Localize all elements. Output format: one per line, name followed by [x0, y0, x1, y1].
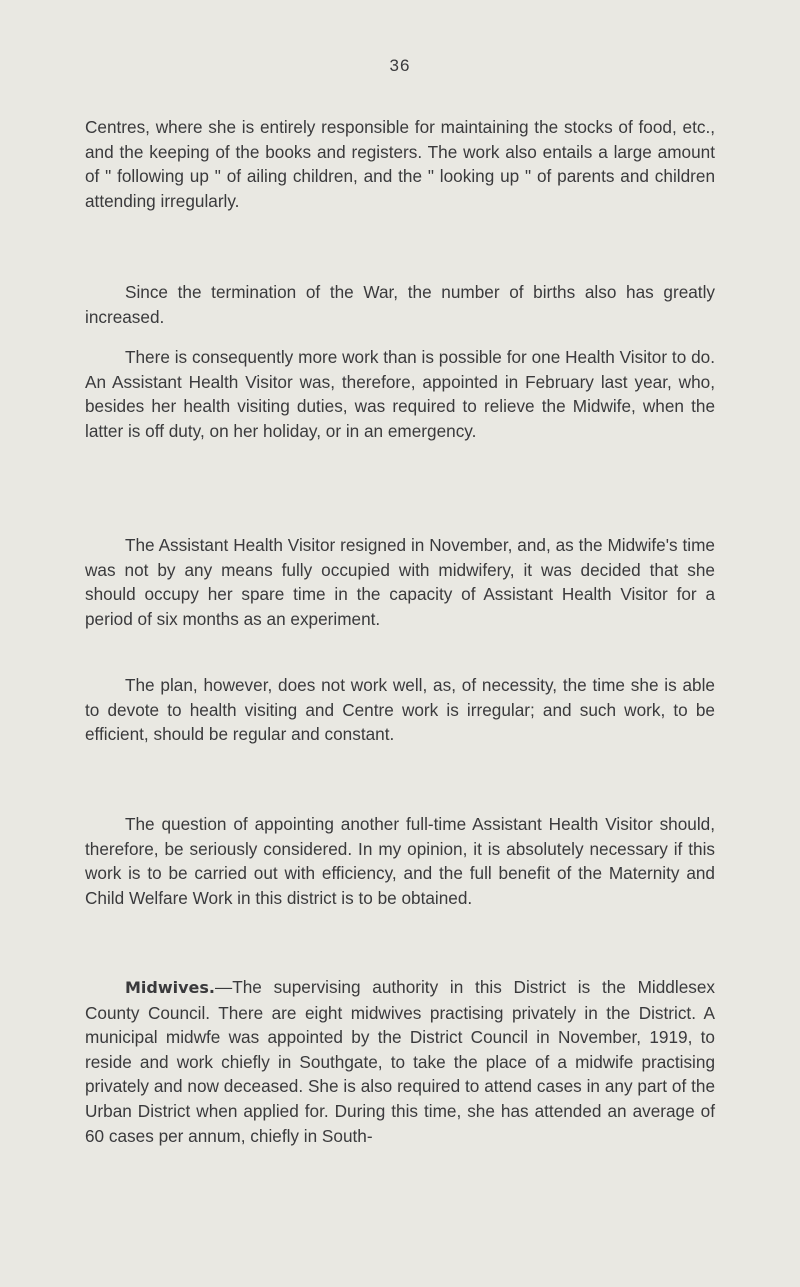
- paragraph-assistant-appointed: There is consequently more work than is possible for one Health Visitor to do. An Assistant Health Visitor was, therefore, appointed in February last year, who, besides her health visiting duties, was required to relieve the Midwife, when the latter is off duty, on her holiday, or in an emergency.: [85, 347, 715, 441]
- paragraph-question: The question of appointing another full-time Assistant Health Visitor should, therefore, be seriously considered. In my opinion, it is absolutely necessary if this work is to be carried out with efficiency, and the full benefit of the Maternity and Child Welfare Work in this district is to be obtained.: [85, 814, 715, 908]
- paragraph-assistant-resigned: The Assistant Health Visitor resigned in November, and, as the Midwife's time was not by any means fully occupied with midwifery, it was decided that she should occupy her spare time in the capacity of Assistant Health Visitor for a period of six months as an experiment.: [85, 535, 715, 629]
- paragraph-midwives: [85, 975, 715, 1148]
- page-number: 36: [389, 56, 411, 75]
- paragraph-births: Since the termination of the War, the number of births also has greatly increased.: [85, 282, 715, 327]
- midwives-text: —The supervising authority in this District is the Middlesex County Council. There are eight midwives practising privately in the District. A municipal midwfe was appointed by the District Council in November, 1919, to reside and work chiefly in Southgate, to take the place of a midwife practising privately and now deceased. She is also required to attend cases in any part of the Urban District when applied for. During this time, she has attended an average of 60 cases per annum, chiefly in South-: [85, 977, 715, 1146]
- paragraph-centres: Centres, where she is entirely responsible for maintaining the stocks of food, etc., and the keeping of the books and registers. The work also entails a large amount of " following up " of ailing children, and the " looking up " of parents and children attending irregularly.: [85, 117, 715, 211]
- paragraph-plan: The plan, however, does not work well, as, of necessity, the time she is able to devote to health visiting and Centre work is irregular; and such work, to be efficient, should be regular and constant.: [85, 675, 715, 745]
- midwives-heading: Midwives.: [125, 978, 216, 997]
